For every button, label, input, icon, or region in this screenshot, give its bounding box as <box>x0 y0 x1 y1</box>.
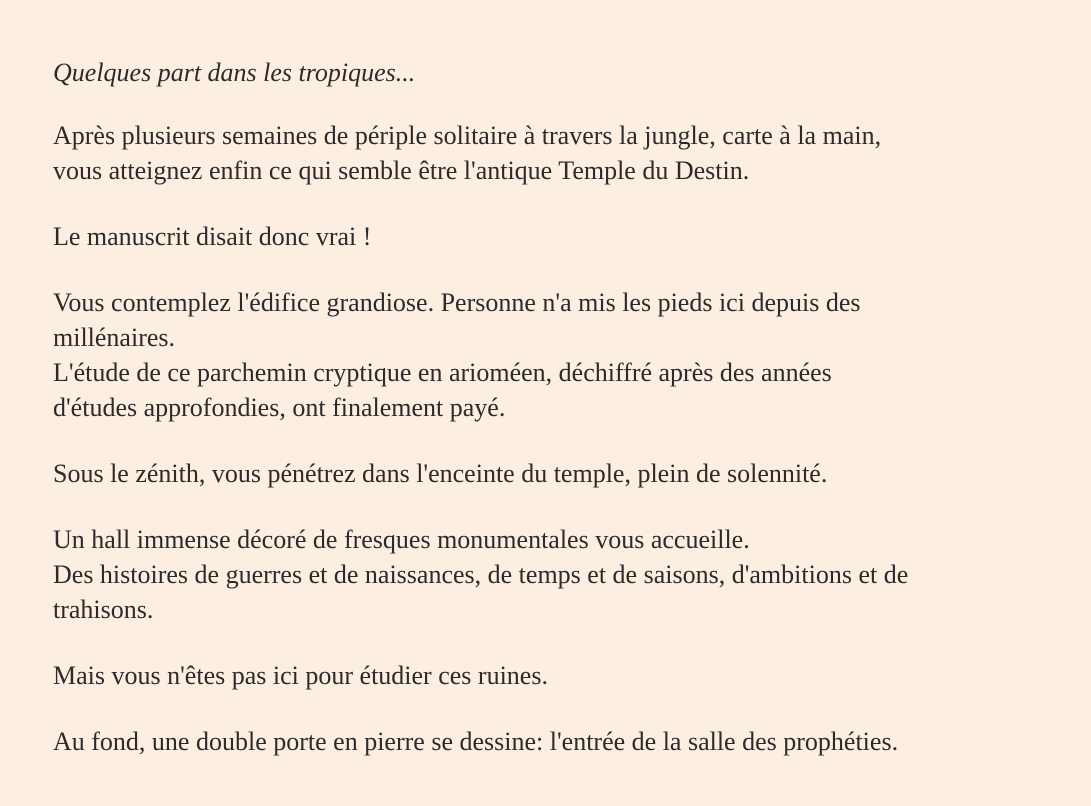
story-line: Au fond, une double porte en pierre se dessine: l'entrée de la salle des prophéties. <box>53 727 899 756</box>
story-paragraph <box>53 456 1063 491</box>
story-line: Vous contemplez l'édifice grandiose. Personne n'a mis les pieds ici depuis des <box>53 288 861 317</box>
story-line: vous atteignez enfin ce qui semble être l'antique Temple du Destin. <box>53 156 750 185</box>
story-line: millénaires. <box>53 323 176 352</box>
story-line: Mais vous n'êtes pas ici pour étudier ces ruines. <box>53 661 548 690</box>
story-paragraph <box>53 118 1063 188</box>
story-intro: Quelques part dans les tropiques... <box>53 58 416 87</box>
story-line: Un hall immense décoré de fresques monumentales vous accueille. <box>53 525 750 554</box>
story-paragraph <box>53 658 1063 693</box>
story-paragraph <box>53 522 1063 627</box>
story-line: Sous le zénith, vous pénétrez dans l'enceinte du temple, plein de solennité. <box>53 459 828 488</box>
story-paragraph <box>53 219 1063 254</box>
story-paragraph <box>53 724 1063 759</box>
story-line: Après plusieurs semaines de périple solitaire à travers la jungle, carte à la main, <box>53 121 882 150</box>
story-line: Des histoires de guerres et de naissances, de temps et de saisons, d'ambitions et de <box>53 560 909 589</box>
story-text <box>53 55 1063 790</box>
story-line: L'étude de ce parchemin cryptique en arioméen, déchiffré après des années <box>53 358 832 387</box>
story-line: trahisons. <box>53 595 154 624</box>
story-line: Le manuscrit disait donc vrai ! <box>53 222 372 251</box>
story-paragraph <box>53 285 1063 425</box>
story-line: d'études approfondies, ont finalement payé. <box>53 393 506 422</box>
